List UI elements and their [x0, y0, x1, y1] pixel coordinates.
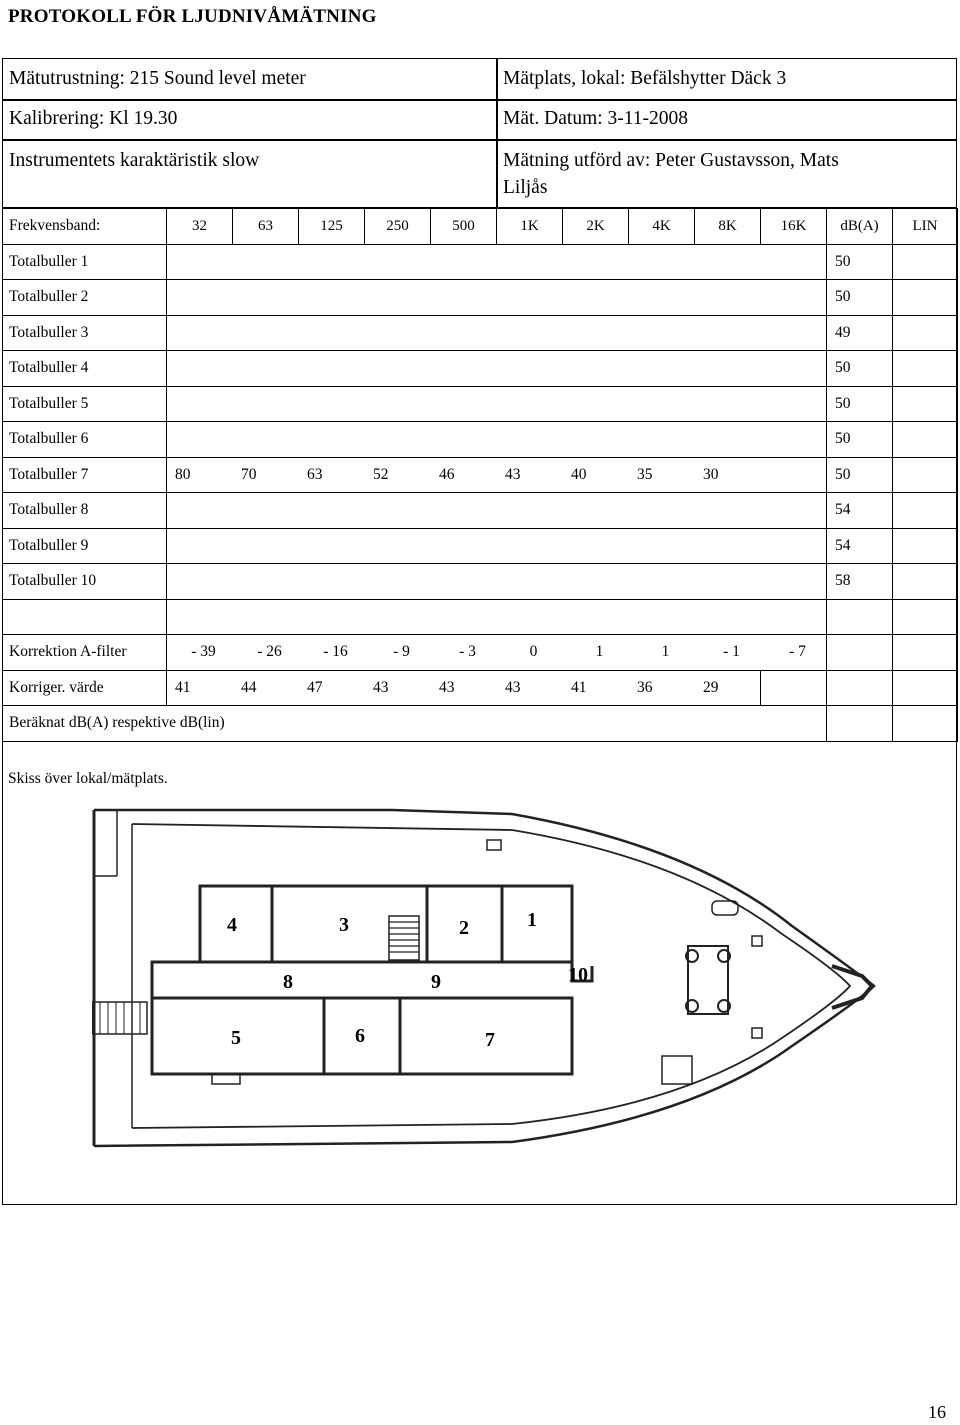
table-cell: dB(A) — [827, 209, 893, 245]
table-row — [3, 244, 958, 280]
table-cell: 54 — [827, 528, 893, 564]
table-cell — [827, 706, 893, 742]
table-cell: - 1 — [695, 635, 761, 671]
table-cell — [167, 493, 233, 529]
table-cell — [497, 315, 563, 351]
table-cell — [893, 564, 958, 600]
table-cell — [629, 493, 695, 529]
table-cell — [893, 493, 958, 529]
table-cell — [695, 422, 761, 458]
spacer-row — [3, 599, 958, 635]
table-cell: - 7 — [761, 635, 827, 671]
table-cell — [233, 280, 299, 316]
table-cell — [233, 244, 299, 280]
table-cell — [893, 315, 958, 351]
table-cell — [233, 315, 299, 351]
row-label: Totalbuller 7 — [3, 457, 167, 493]
table-cell — [299, 564, 365, 600]
table-cell — [299, 244, 365, 280]
table-cell — [497, 528, 563, 564]
table-cell — [497, 564, 563, 600]
table-cell — [563, 315, 629, 351]
table-cell — [629, 564, 695, 600]
room-number: 5 — [231, 1027, 241, 1049]
table-cell — [431, 599, 497, 635]
table-cell — [299, 351, 365, 387]
table-cell — [827, 635, 893, 671]
table-cell — [761, 315, 827, 351]
table-cell — [167, 351, 233, 387]
table-cell: 1 — [629, 635, 695, 671]
table-cell — [563, 244, 629, 280]
table-cell — [695, 280, 761, 316]
table-cell — [497, 422, 563, 458]
table-cell — [167, 315, 233, 351]
table-cell — [893, 280, 958, 316]
corrected-value-row — [3, 670, 958, 706]
table-cell — [695, 244, 761, 280]
row-label: Totalbuller 4 — [3, 351, 167, 387]
computed-db-row — [3, 706, 958, 742]
table-cell — [167, 528, 233, 564]
room-number: 1 — [527, 909, 537, 931]
table-cell — [563, 422, 629, 458]
table-cell — [365, 280, 431, 316]
table-cell — [167, 564, 233, 600]
document-title: PROTOKOLL FÖR LJUDNIVÅMÄTNING — [8, 6, 377, 27]
table-cell — [629, 599, 695, 635]
table-cell: 29 — [695, 670, 761, 706]
table-cell: 40 — [563, 457, 629, 493]
table-cell: 52 — [365, 457, 431, 493]
table-cell — [893, 635, 958, 671]
table-cell — [233, 599, 299, 635]
table-cell — [761, 280, 827, 316]
table-cell — [827, 670, 893, 706]
table-cell — [497, 351, 563, 387]
table-cell — [629, 244, 695, 280]
table-cell — [299, 386, 365, 422]
table-cell — [167, 599, 233, 635]
table-cell — [695, 386, 761, 422]
date-field: Mät. Datum: 3-11-2008 — [503, 108, 689, 129]
characteristic-field: Instrumentets karaktäristik slow — [9, 150, 260, 171]
table-cell — [761, 351, 827, 387]
table-cell — [563, 280, 629, 316]
table-cell: 41 — [167, 670, 233, 706]
table-cell — [365, 599, 431, 635]
table-cell: 50 — [827, 280, 893, 316]
row-label: Totalbuller 1 — [3, 244, 167, 280]
table-cell: 63 — [299, 457, 365, 493]
table-cell: 50 — [827, 457, 893, 493]
room-number: 7 — [485, 1029, 495, 1051]
room-number: 4 — [227, 914, 237, 936]
table-cell — [167, 422, 233, 458]
performed-by-line1: Mätning utförd av: Peter Gustavsson, Mats — [503, 150, 839, 171]
table-row — [3, 457, 958, 493]
row-label: Totalbuller 9 — [3, 528, 167, 564]
table-cell — [167, 280, 233, 316]
page-number: 16 — [928, 1402, 946, 1422]
location-field: Mätplats, lokal: Befälshytter Däck 3 — [503, 68, 787, 89]
table-cell — [563, 564, 629, 600]
room-number: 3 — [339, 914, 349, 936]
table-cell — [695, 315, 761, 351]
table-cell — [431, 422, 497, 458]
room-number: 9 — [431, 971, 441, 993]
table-cell: 2K — [563, 209, 629, 245]
table-row — [3, 493, 958, 529]
table-cell: 16K — [761, 209, 827, 245]
table-cell: 50 — [827, 351, 893, 387]
table-cell: 47 — [299, 670, 365, 706]
table-row — [3, 315, 958, 351]
deck-plan-sketch — [92, 806, 882, 1156]
table-cell — [365, 244, 431, 280]
calibration-field: Kalibrering: Kl 19.30 — [9, 108, 178, 129]
table-cell — [365, 386, 431, 422]
table-cell — [233, 493, 299, 529]
table-cell — [365, 564, 431, 600]
table-cell — [629, 386, 695, 422]
table-cell — [299, 422, 365, 458]
room-number: 10 — [568, 964, 588, 986]
table-cell — [299, 599, 365, 635]
row-label: Totalbuller 2 — [3, 280, 167, 316]
table-cell — [3, 599, 167, 635]
row-label: Totalbuller 3 — [3, 315, 167, 351]
table-cell: 500 — [431, 209, 497, 245]
table-cell — [299, 315, 365, 351]
table-cell: 54 — [827, 493, 893, 529]
table-cell — [233, 422, 299, 458]
table-cell — [365, 315, 431, 351]
row-label: Totalbuller 5 — [3, 386, 167, 422]
row-label: Totalbuller 10 — [3, 564, 167, 600]
table-cell: 0 — [497, 635, 563, 671]
table-cell: - 39 — [167, 635, 233, 671]
table-cell: 8K — [695, 209, 761, 245]
table-cell — [761, 422, 827, 458]
table-cell — [299, 493, 365, 529]
table-cell — [497, 244, 563, 280]
table-cell — [431, 386, 497, 422]
table-cell — [629, 422, 695, 458]
table-cell: 1K — [497, 209, 563, 245]
table-cell — [365, 351, 431, 387]
table-cell: 30 — [695, 457, 761, 493]
table-cell — [761, 457, 827, 493]
table-cell — [431, 528, 497, 564]
table-row — [3, 564, 958, 600]
correction-row — [3, 635, 958, 671]
table-cell — [563, 493, 629, 529]
table-cell — [431, 493, 497, 529]
table-cell — [893, 457, 958, 493]
table-cell — [563, 528, 629, 564]
table-cell — [893, 422, 958, 458]
table-cell — [233, 386, 299, 422]
table-cell — [695, 564, 761, 600]
table-cell — [431, 280, 497, 316]
row-label: Korriger. värde — [3, 670, 167, 706]
table-cell — [761, 670, 827, 706]
table-cell — [761, 493, 827, 529]
table-cell — [497, 493, 563, 529]
row-label: Frekvensband: — [3, 209, 167, 245]
table-cell: 70 — [233, 457, 299, 493]
table-cell: 32 — [167, 209, 233, 245]
table-cell: 43 — [365, 670, 431, 706]
table-cell — [563, 386, 629, 422]
table-row — [3, 386, 958, 422]
table-row — [3, 422, 958, 458]
table-cell: 36 — [629, 670, 695, 706]
table-cell — [893, 351, 958, 387]
table-cell — [629, 280, 695, 316]
table-cell: 58 — [827, 564, 893, 600]
table-cell — [365, 528, 431, 564]
table-cell: 4K — [629, 209, 695, 245]
room-number: 2 — [459, 917, 469, 939]
table-cell: - 9 — [365, 635, 431, 671]
table-cell — [563, 599, 629, 635]
table-cell — [431, 315, 497, 351]
room-number: 6 — [355, 1025, 365, 1047]
table-cell — [233, 351, 299, 387]
table-row — [3, 280, 958, 316]
table-cell — [629, 315, 695, 351]
performed-by-line2: Liljås — [503, 177, 548, 198]
table-cell: - 16 — [299, 635, 365, 671]
table-cell — [365, 493, 431, 529]
table-cell — [629, 351, 695, 387]
table-cell — [761, 528, 827, 564]
row-label: Totalbuller 6 — [3, 422, 167, 458]
table-cell — [233, 564, 299, 600]
table-cell — [695, 493, 761, 529]
table-cell: - 3 — [431, 635, 497, 671]
table-cell — [233, 528, 299, 564]
table-cell: 41 — [563, 670, 629, 706]
table-cell — [167, 244, 233, 280]
table-cell — [365, 422, 431, 458]
table-cell — [431, 244, 497, 280]
table-cell: 49 — [827, 315, 893, 351]
frequency-header-row — [3, 209, 958, 245]
table-cell: - 26 — [233, 635, 299, 671]
table-cell — [893, 386, 958, 422]
room-number: 8 — [283, 971, 293, 993]
table-cell — [761, 386, 827, 422]
table-cell — [563, 351, 629, 387]
measurement-table — [2, 208, 958, 742]
table-cell: 46 — [431, 457, 497, 493]
table-cell — [497, 280, 563, 316]
sketch-label: Skiss över lokal/mätplats. — [8, 770, 168, 787]
table-cell — [893, 670, 958, 706]
table-cell — [431, 351, 497, 387]
table-cell — [893, 244, 958, 280]
table-cell — [761, 599, 827, 635]
equipment-field: Mätutrustning: 215 Sound level meter — [9, 68, 306, 89]
table-cell — [893, 599, 958, 635]
table-cell: 43 — [431, 670, 497, 706]
table-cell — [299, 528, 365, 564]
table-row — [3, 351, 958, 387]
table-cell — [629, 528, 695, 564]
table-cell — [761, 244, 827, 280]
table-cell — [893, 528, 958, 564]
computed-db-label: Beräknat dB(A) respektive dB(lin) — [3, 706, 827, 742]
table-cell — [761, 564, 827, 600]
table-cell: 50 — [827, 422, 893, 458]
table-cell: 43 — [497, 670, 563, 706]
row-label: Totalbuller 8 — [3, 493, 167, 529]
table-cell: 250 — [365, 209, 431, 245]
table-cell — [497, 386, 563, 422]
table-cell: LIN — [893, 209, 958, 245]
table-cell — [827, 599, 893, 635]
table-cell: 80 — [167, 457, 233, 493]
table-cell: 125 — [299, 209, 365, 245]
row-label: Korrektion A-filter — [3, 635, 167, 671]
table-cell — [695, 528, 761, 564]
table-cell — [893, 706, 958, 742]
table-cell: 50 — [827, 386, 893, 422]
table-cell — [167, 386, 233, 422]
table-cell — [497, 599, 563, 635]
table-cell: 63 — [233, 209, 299, 245]
table-row — [3, 528, 958, 564]
table-cell — [695, 351, 761, 387]
table-cell — [299, 280, 365, 316]
table-cell: 50 — [827, 244, 893, 280]
table-cell — [431, 564, 497, 600]
table-cell: 44 — [233, 670, 299, 706]
table-cell: 1 — [563, 635, 629, 671]
table-cell: 35 — [629, 457, 695, 493]
table-cell: 43 — [497, 457, 563, 493]
table-cell — [695, 599, 761, 635]
